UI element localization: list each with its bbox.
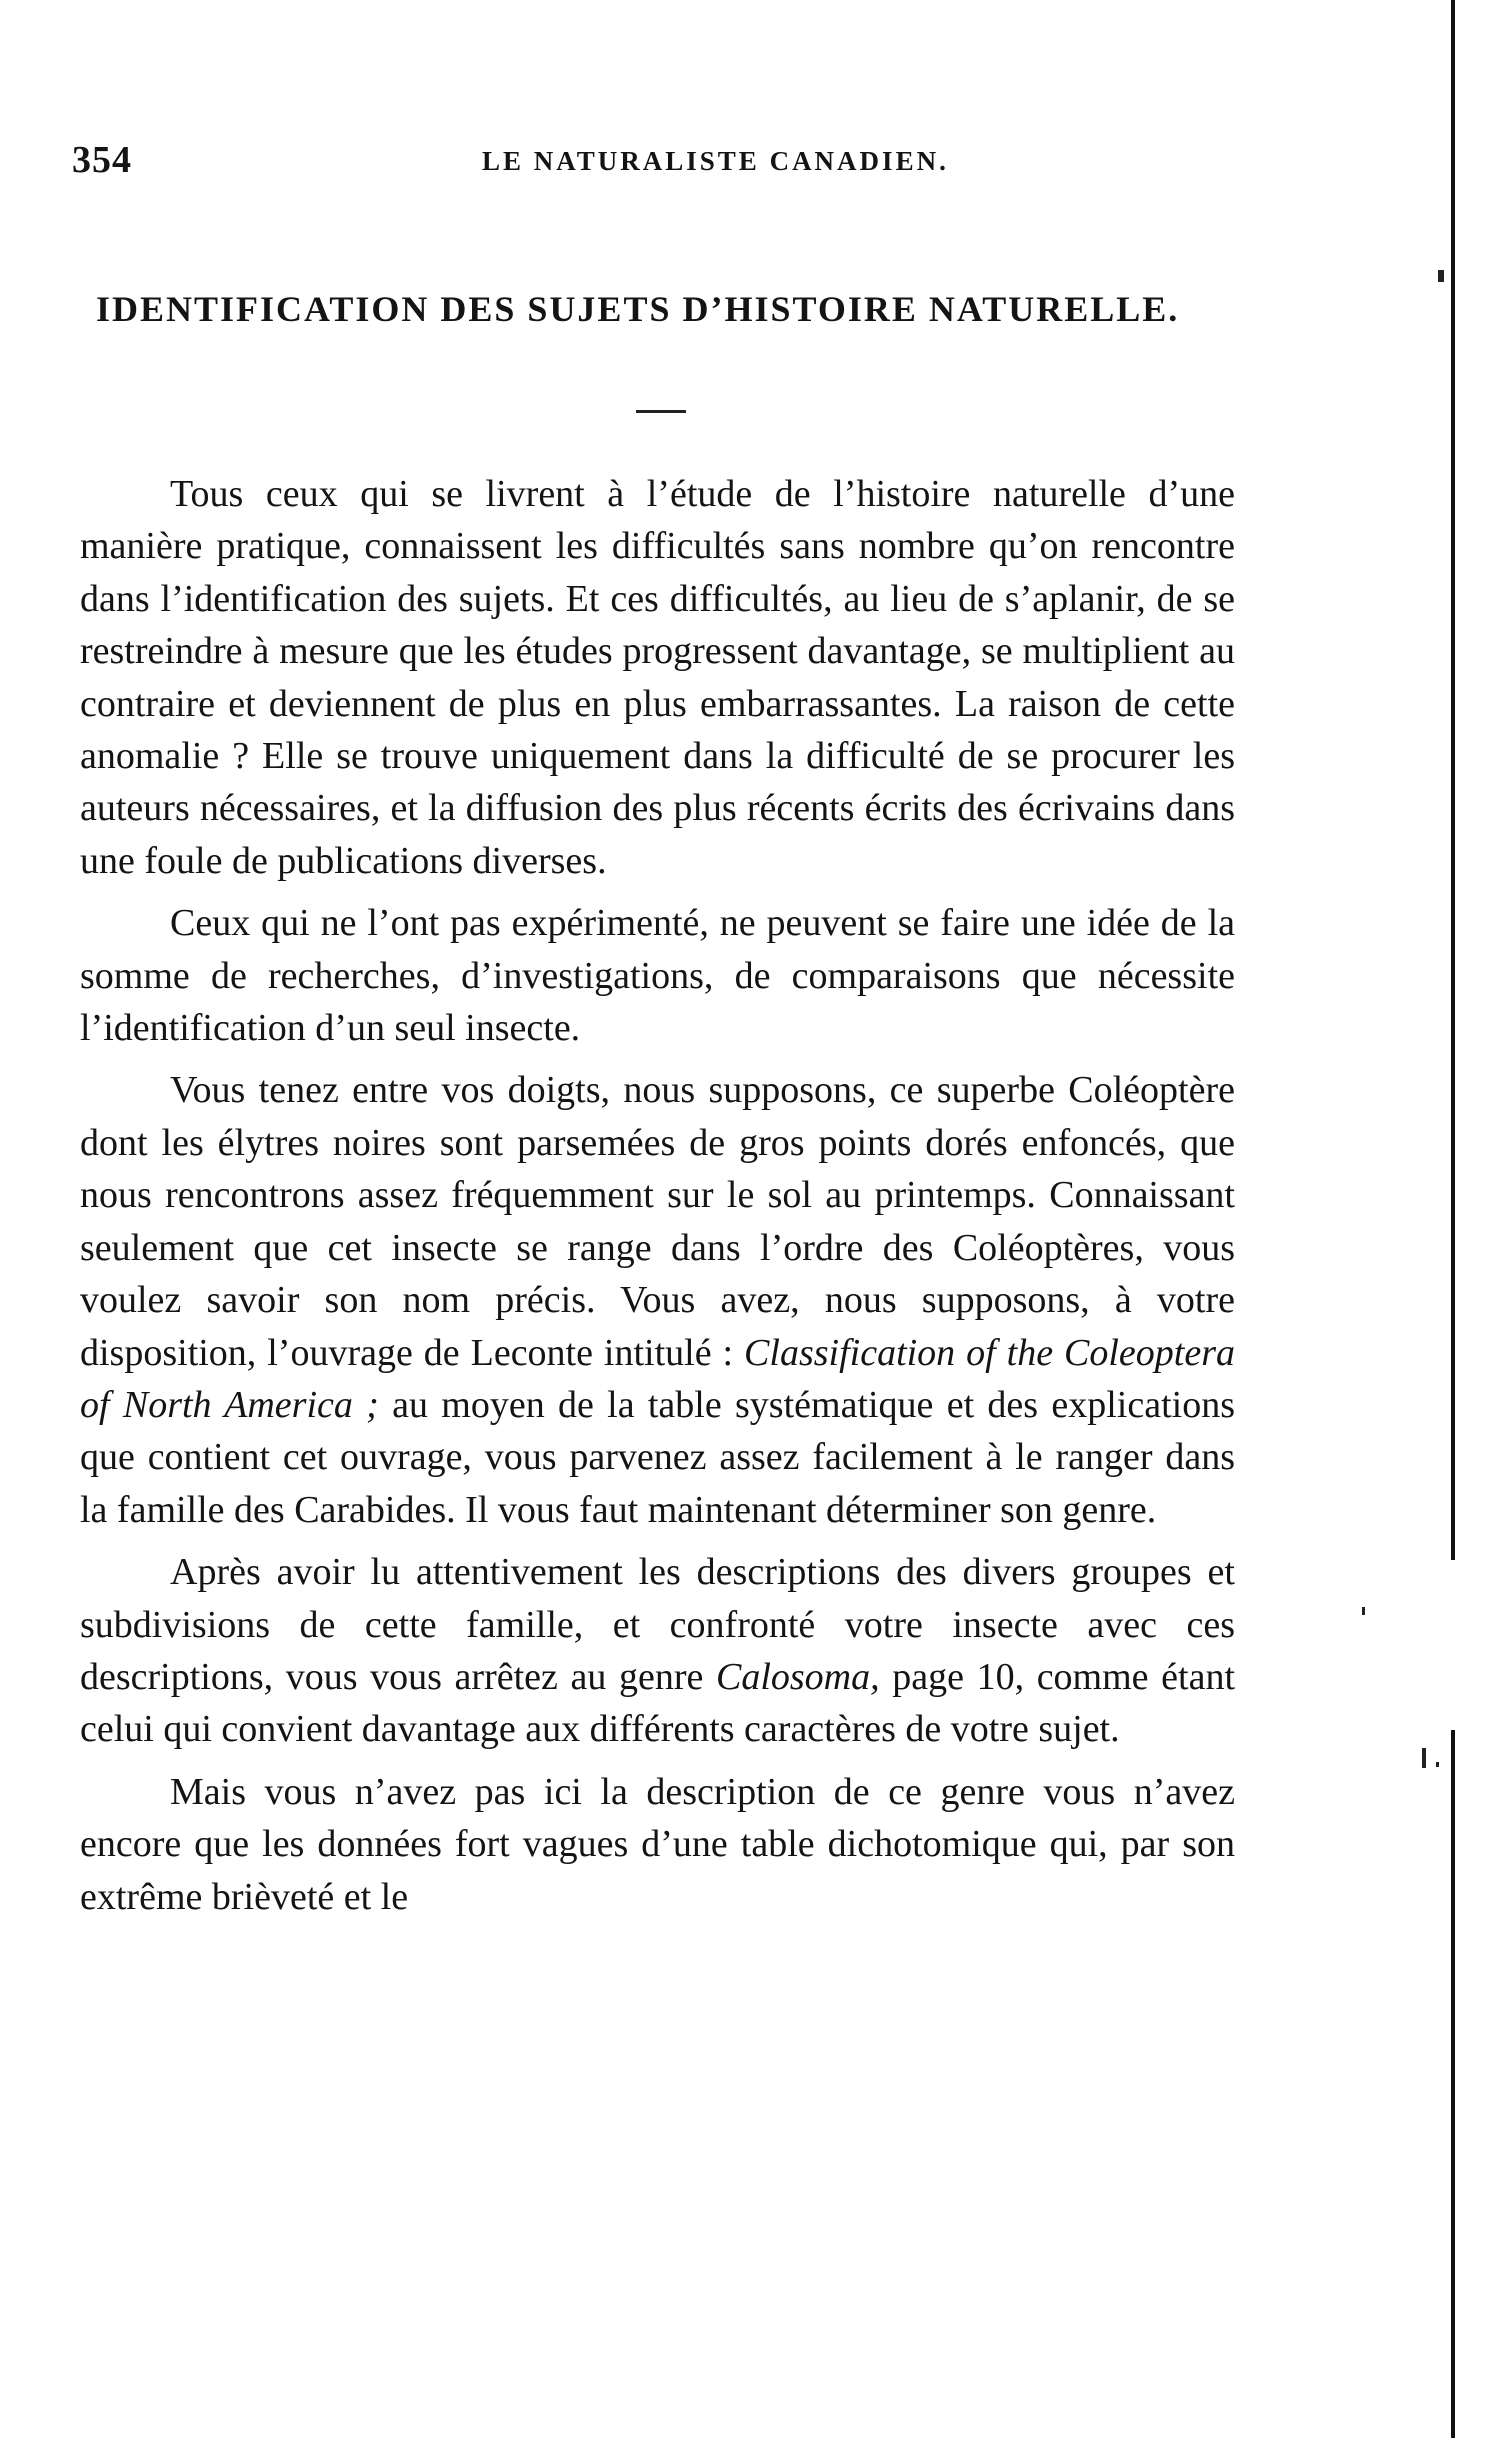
scan-speck-mark [1422,1748,1426,1768]
paragraph-3-text-start: Vous tenez entre vos doigts, nous supposons, ce superbe Coléoptère dont les élytres noires sont parsemées de gros points dorés enfoncés, que nous rencontrons assez fréquemment sur le sol au printemps. Connaissant seulement que cet insecte se range dans l’ordre des Coléoptères, vous voulez savoir son nom précis. Vous avez, nous supposons, à votre disposition, l’ouvrage de Leconte intitulé : [80,1069,1235,1374]
running-head [72,138,1232,198]
paragraph-5: Mais vous n’avez pas ici la description de ce genre vous n’avez encore que les données fort vagues d’une table dichotomique qui, par son extrême brièveté et le [80,1770,1235,1918]
scan-speck-mark [1436,1762,1439,1767]
paragraph-4 [80,1546,1235,1756]
scan-speck-mark [1438,270,1444,282]
paragraph-3-text-end: au moyen de la table systématique et des explications que contient cet ouvrage, vous parvenez assez facilement à le ranger dans la famille des Carabides. Il vous faut maintenant déterminer son genre. [80,1383,1235,1531]
scan-edge-line-bottom [1451,1730,1455,2438]
genus-name-italic: Calosoma, [715,1655,880,1698]
paragraph-4-text-end: page 10, comme étant celui qui convient davantage aux différents caractères de votre sujet. [80,1655,1236,1751]
journal-title: LE NATURALISTE CANADIEN. [482,146,949,176]
scan-edge-line-top [1451,0,1455,1560]
paragraph-1: Tous ceux qui se livrent à l’étude de l’histoire naturelle d’une manière pratique, connaissent les difficultés sans nombre qu’on rencontre dans l’identification des sujets. Et ces difficultés, au lieu de s’aplanir, de se restreindre à mesure que les études progressent davantage, se multiplient au contraire et deviennent de plus en plus embarrassantes. La raison de cette anomalie ? Elle se trouve uniquement dans la difficulté de se procurer les auteurs nécessaires, et la diffusion des plus récents écrits des écrivains dans une foule de publications diverses. [80,473,1235,882]
paragraph-3 [80,1064,1235,1536]
paragraph-2: Ceux qui ne l’ont pas expérimenté, ne peuvent se faire une idée de la somme de recherches, d’investigations, de comparaisons que nécessite l’identification d’un seul insecte. [80,902,1235,1050]
book-title-italic: Classification of the Coleoptera of North America ; [80,1331,1235,1426]
page-number: 354 [72,139,132,181]
title-divider [636,410,686,413]
paragraph-4-text-start: Après avoir lu attentivement les descriptions des divers groupes et subdivisions de cette famille, et confronté votre insecte avec ces descriptions, vous vous arrêtez au genre [80,1551,1235,1698]
scan-speck-mark [1362,1607,1365,1615]
article-body [80,468,1235,1933]
article-title: IDENTIFICATION DES SUJETS D’HISTOIRE NATURELLE. [96,289,1180,329]
